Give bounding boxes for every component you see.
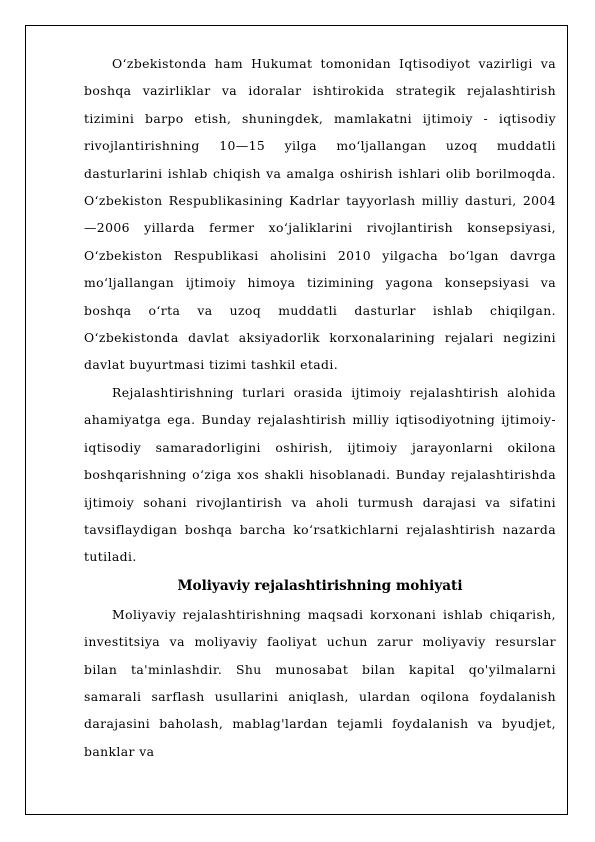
paragraph-social-planning: Rejalashtirishning turlari orasida ijtimoiy rejalashtirish alohida ahamiyatga ega. Bunday rejalashtirish milliy iqtisodiyotning ijtimoiy-iqtisodiy samaradorligini oshirish, ijtimoiy jarayonlarni okilona boshqarishning o‘ziga xos shakli hisoblanadi. Bunday rejalashtirishda ijtimoiy sohani rivojlantirish va aholi turmush darajasi va sifatini tavsiflaydigan boshqa barcha ko‘rsatkichlarni rejalashtirish nazarda tutiladi. xyxy=(84,384,556,565)
paragraph-financial-planning: Moliyaviy rejalashtirishning maqsadi korxonani ishlab chiqarish, investitsiya va moliyaviy faoliyat uchun zarur moliyaviy resurslar bilan ta'minlashdir. Shu munosabat bilan kapital qo'yilmalarni samarali sarflash usullarini aniqlash, ulardan oqilona foydalanish darajasini baholash, mablag'lardan tejamli foydalanish va byudjet, banklar va xyxy=(84,606,556,759)
section-heading: Moliyaviy rejalashtirishning mohiyati xyxy=(177,577,463,594)
paragraph-strategic-planning: O‘zbekistonda ham Hukumat tomonidan Iqtisodiyot vazirligi va boshqa vazirliklar va idoralar ishtirokida strategik rejalashtirish tizimini barpo etish, shuningdek, mamlakatni ijtimoiy - iqtisodiy rivojlantirishning 10—15 yilga mo‘ljallangan uzoq muddatli dasturlarini ishlab chiqish va amalga oshirish ishlari olib borilmoqda. O‘zbekiston Respublikasining Kadrlar tayyorlash milliy dasturi, 2004—2006 yillarda fermer xo‘jaliklarini rivojlantirish konsepsiyasi, O‘zbekiston Respublikasi aholisini 2010 yilgacha bo‘lgan davrga mo‘ljallangan ijtimoiy himoya tizimining yagona konsepsiyasi va boshqa o‘rta va uzoq muddatli dasturlar ishlab chiqilgan. O‘zbekistonda davlat aksiyadorlik korxonalarining rejalari negizini davlat buyurtmasi tizimi tashkil etadi. xyxy=(84,56,556,373)
document-body xyxy=(84,50,556,765)
